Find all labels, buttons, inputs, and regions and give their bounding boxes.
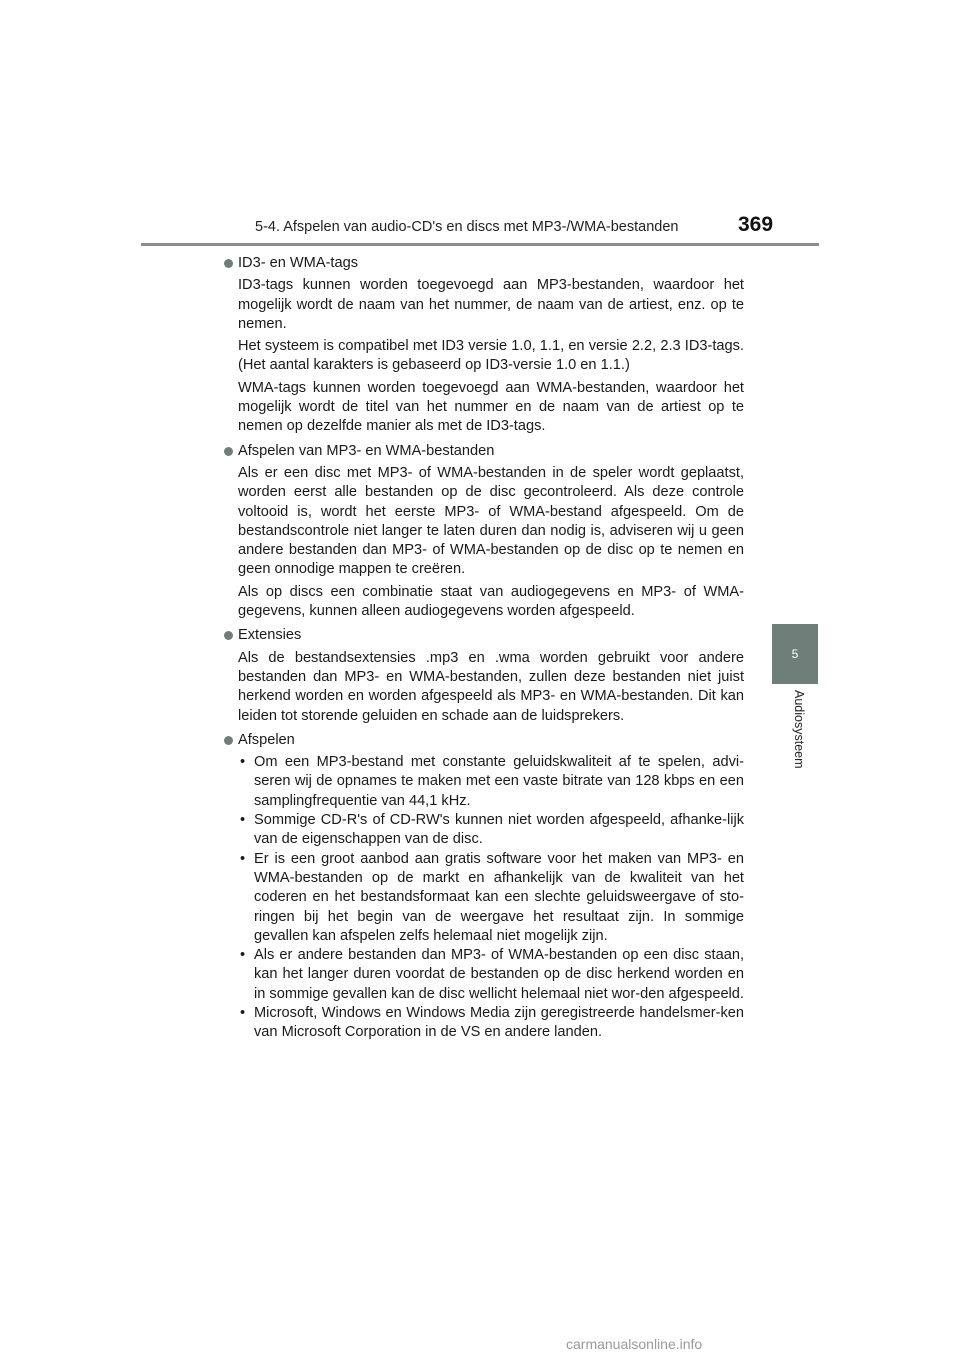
chapter-tab [772, 624, 818, 684]
section-heading-text: ID3- en WMA-tags [238, 255, 359, 271]
list-item [238, 753, 744, 811]
section-extensions [222, 626, 744, 725]
paragraph: Het systeem is compatibel met ID3 versie 1.0, 1.1, en versie 2.2, 2.3 ID3-tags. (Het aantal karakters is gebaseerd op ID3-versie 1.0 en 1.1.) [238, 338, 744, 374]
list-item-text: Om een MP3-bestand met constante geluidskwaliteit af te spelen, advi-seren wij de opnames te maken met een vaste bitrate van 128 kbps en een samplingfrequentie van 44,1 kHz. [254, 754, 744, 809]
list-item-text: Sommige CD-R's of CD-RW's kunnen niet worden afgespeeld, afhanke-lijk van de eigenschappen van de disc. [254, 812, 744, 848]
list-bullet: • [240, 812, 246, 829]
bullet-circle-icon [224, 259, 233, 268]
list-item [238, 946, 744, 1004]
section-playback [222, 731, 744, 1043]
list-bullet: • [240, 754, 246, 771]
section-heading-text: Extensies [238, 627, 302, 644]
bullet-circle-icon [224, 447, 233, 456]
paragraph: Als op discs een combinatie staat van audiogegevens en MP3- of WMA-gegevens, kunnen alleen audiogegevens worden afgespeeld. [238, 583, 744, 620]
list-item [238, 1004, 744, 1043]
header-divider [141, 243, 819, 246]
paragraph: WMA-tags kunnen worden toegevoegd aan WMA-bestanden, waardoor het mogelijk wordt de titel van het nummer en de naam van de artiest op te nemen op dezelfde manier als met de ID3-tags. [238, 379, 744, 435]
bullet-list [222, 753, 744, 1042]
list-bullet: • [240, 1004, 246, 1021]
list-item [238, 850, 744, 946]
list-item-text: Als er andere bestanden dan MP3- of WMA-bestanden op een disc staan, kan het langer duren voordat de bestanden op de disc herkend worden en in sommige gevallen kan de disc wellicht helemaal niet wor-den afgespeeld. [254, 947, 744, 1002]
list-item [238, 811, 744, 850]
section-heading [222, 626, 744, 645]
list-bullet: • [240, 850, 246, 867]
section-playback-mp3-wma [222, 442, 744, 622]
page-number: 369 [738, 213, 774, 236]
section-id3-wma-tags [222, 254, 744, 437]
chapter-tab-number: 5 [791, 647, 799, 661]
bullet-circle-icon [224, 736, 233, 745]
list-item-text: Microsoft, Windows en Windows Media zijn geregistreerde handelsmer-ken van Microsoft Corporation in de VS en andere landen. [254, 1004, 744, 1041]
watermark: carmanualsonline.info [566, 1336, 703, 1352]
paragraph: ID3-tags kunnen worden toegevoegd aan MP3-bestanden, waardoor het mogelijk wordt de naam van het nummer, de naam van de artiest, enz. op te nemen. [238, 277, 744, 332]
chapter-title: 5-4. Afspelen van audio-CD's en discs met MP3-/WMA-bestanden [255, 219, 679, 235]
paragraph: Als er een disc met MP3- of WMA-bestanden in de speler wordt geplaatst, worden eerst alle bestanden op de disc gecontroleerd. Als deze controle voltooid is, wordt het eerste MP3- of WMA-bestand afgespeeld. Om de bestandscontrole niet langer te laten duren dan nodig is, adviseren wij u geen andere bestanden dan MP3- of WMA-bestanden op de disc op te nemen en geen onnodige mappen te creëren. [238, 464, 744, 578]
bullet-circle-icon [224, 631, 233, 640]
chapter-tab-label: Audiosysteem [792, 690, 806, 769]
list-bullet: • [240, 947, 246, 964]
section-heading [222, 442, 744, 461]
section-heading-text: Afspelen [238, 731, 295, 748]
section-heading [222, 731, 744, 750]
page-content [222, 254, 744, 1043]
list-item-text: Er is een groot aanbod aan gratis software voor het maken van MP3- en WMA-bestanden op de markt en afhankelijk van de kwaliteit van het coderen en het bestandsformaat kan een slechte geluidsweergave of sto-ringen bij het begin van de weergave het resultaat zijn. In sommige gevallen kan afspelen zelfs helemaal niet mogelijk zijn. [254, 850, 744, 944]
section-heading-text: Afspelen van MP3- en WMA-bestanden [238, 442, 495, 459]
paragraph: Als de bestandsextensies .mp3 en .wma worden gebruikt voor andere bestanden dan MP3- en WMA-bestanden, zullen deze bestanden niet juist herkend worden en worden afgespeeld als MP3- en WMA-bestanden. Dit kan leiden tot storende geluiden en schade aan de luidsprekers. [238, 649, 744, 724]
section-heading [222, 254, 744, 273]
